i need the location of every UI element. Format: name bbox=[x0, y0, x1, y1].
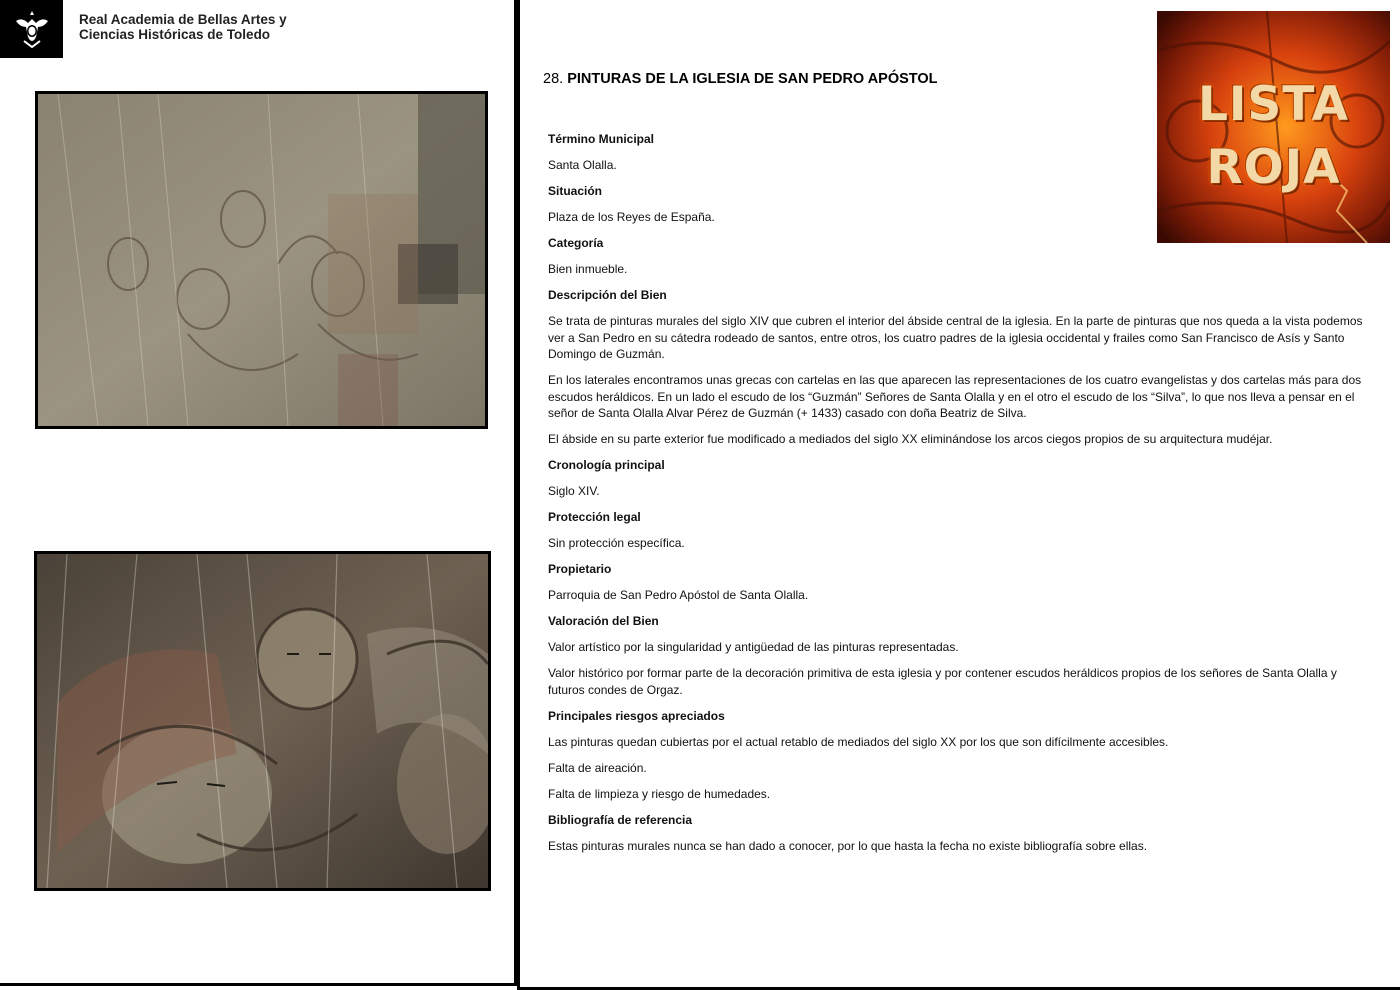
section-label: Situación bbox=[548, 184, 603, 198]
section-label: Protección legal bbox=[548, 510, 641, 524]
mural-photo-2 bbox=[34, 551, 491, 891]
page-title bbox=[543, 71, 938, 87]
section-label: Descripción del Bien bbox=[548, 288, 667, 302]
section-paragraph: Sin protección específica. bbox=[548, 536, 685, 550]
section-label: Principales riesgos apreciados bbox=[548, 708, 725, 723]
section-paragraph: Estas pinturas murales nunca se han dado a conocer, por lo que hasta la fecha no existe bibliografía sobre ellas. bbox=[548, 838, 1148, 853]
section-paragraph: Siglo XIV. bbox=[548, 484, 600, 498]
section-paragraph: Plaza de los Reyes de España. bbox=[548, 210, 715, 224]
section-label: Bibliografía de referencia bbox=[548, 812, 693, 827]
academy-logo bbox=[0, 0, 63, 58]
section-paragraph: Bien inmueble. bbox=[548, 262, 628, 276]
section-paragraph: En los laterales encontramos unas grecas con cartelas en las que aparecen las representaciones de los cuatro evangelistas y dos cartelas más para dos escudos heráldicos. En un lado el escudo de los “Guzmán” Señores de Santa Olalla y en el otro el escudo de los “Silva”, lo que nos lleva a pensar en el señor de Santa Olalla Alvar Pérez de Guzmán (+ 1433) casado con doña Beatriz de Silva. bbox=[548, 373, 1362, 420]
section-paragraph: El ábside en su parte exterior fue modificado a mediados del siglo XX eliminándose los arcos ciegos propios de su arquitectura mudéjar. bbox=[548, 432, 1273, 446]
section-label: Valoración del Bien bbox=[548, 614, 659, 628]
section-paragraph: Parroquia de San Pedro Apóstol de Santa Olalla. bbox=[548, 588, 809, 602]
section-label: Cronología principal bbox=[548, 458, 665, 472]
section-paragraph: Se trata de pinturas murales del siglo XIV que cubren el interior del ábside central de la iglesia. En la parte de pinturas que nos queda a la vista podemos ver a San Pedro en su cátedra rodeado de santos, entre otros, los cuatro padres de la iglesia occidental y frailes como San Francisco de Asís y Santo Domingo de Guzmán. bbox=[548, 314, 1363, 361]
title-number: 28. bbox=[543, 71, 564, 87]
section-paragraph: Valor histórico por formar parte de la decoración primitiva de esta iglesia y por contener escudos heráldicos propios de los señores de Santa Olalla y futuros condes de Orgaz. bbox=[548, 666, 1337, 697]
property-sheet bbox=[548, 131, 1373, 864]
section-label: Propietario bbox=[548, 562, 612, 576]
academy-name-line2: Ciencias Históricas de Toledo bbox=[79, 27, 271, 42]
badge-word-lista: LISTA bbox=[1197, 77, 1350, 132]
section-paragraph: Santa Olalla. bbox=[548, 158, 617, 172]
section-label: Término Municipal bbox=[548, 132, 655, 146]
section-paragraph: Las pinturas quedan cubiertas por el actual retablo de mediados del siglo XX por los que son difícilmente accesibles. bbox=[548, 734, 1169, 749]
eagle-crest-icon bbox=[12, 7, 52, 51]
academy-name-line1: Real Academia de Bellas Artes y bbox=[79, 12, 287, 27]
section-paragraph: Falta de limpieza y riesgo de humedades. bbox=[548, 786, 771, 801]
academy-name bbox=[79, 12, 287, 42]
title-text: PINTURAS DE LA IGLESIA DE SAN PEDRO APÓSTOL bbox=[567, 71, 938, 87]
section-label: Categoría bbox=[548, 236, 604, 250]
mural-photo-1 bbox=[35, 91, 488, 429]
section-paragraph: Falta de aireación. bbox=[548, 760, 647, 775]
section-paragraph: Valor artístico por la singularidad y antigüedad de las pinturas representadas. bbox=[548, 640, 959, 654]
badge-word-roja: ROJA bbox=[1206, 140, 1341, 195]
